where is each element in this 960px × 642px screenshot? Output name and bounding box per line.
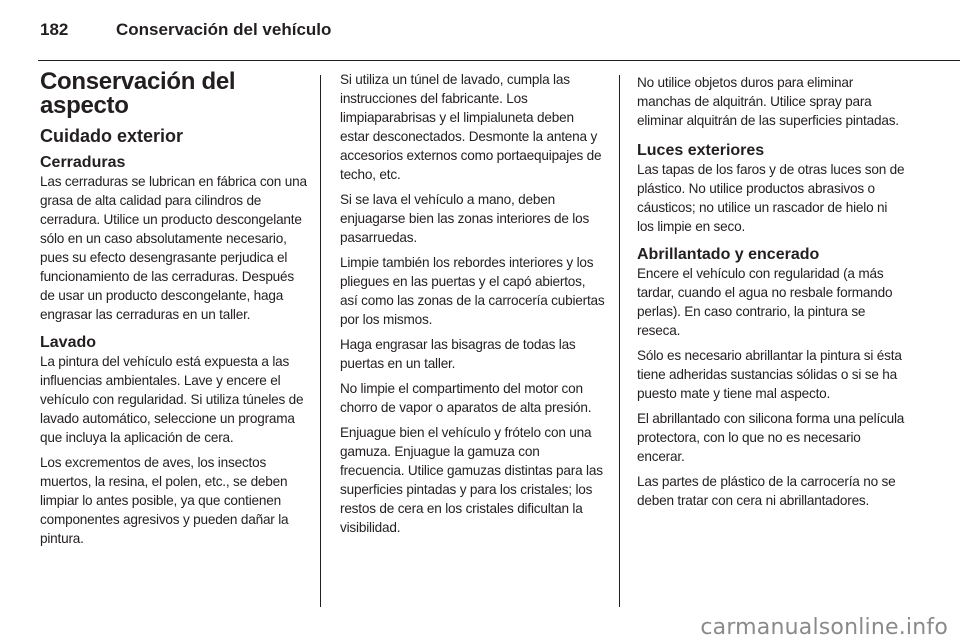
- column-divider-1: [320, 75, 321, 607]
- paragraph: No limpie el compartimento del motor con chorro de vapor o aparatos de alta presión.: [340, 381, 592, 415]
- paragraph: Los excrementos de aves, los insectos muertos, la resina, el polen, etc., se deben limpiar lo antes posible, ya que contienen componentes agresivos y pueden dañar la pintura.: [40, 455, 289, 546]
- paragraph: Si se lava el vehículo a mano, deben enjuagarse bien las zonas interiores de los pasarruedas.: [340, 192, 590, 245]
- subsection-title: Cuidado exterior: [40, 126, 184, 146]
- paragraph: Si utiliza un túnel de lavado, cumpla las instrucciones del fabricante. Los limpiaparabrisas y el limpialuneta deben estar desconectados. Desmonte la antena y accesorios externos como portaequipajes de techo, etc.: [340, 72, 602, 182]
- paragraph: Las cerraduras se lubrican en fábrica con una grasa de alta calidad para cilindros de cerradura. Utilice un producto descongelante sólo en un caso absolutamente necesario, pues su efecto desengrasante perjudica el funcionamiento de las cerraduras. Después de usar un producto descongelante, haga engrasar las cerraduras en un taller.: [40, 174, 307, 322]
- section-title: Conservación del aspecto: [40, 68, 236, 119]
- header-divider: [38, 60, 960, 61]
- heading-luces-exteriores: Luces exteriores: [637, 142, 765, 159]
- section-luces-exteriores: [637, 142, 905, 236]
- heading-cerraduras: Cerraduras: [40, 154, 126, 171]
- paragraph: Haga engrasar las bisagras de todas las puertas en un taller.: [340, 337, 576, 371]
- section-lavado: [40, 334, 308, 548]
- section-abrillantado: [637, 246, 905, 510]
- paragraph: Enjuague bien el vehículo y frótelo con una gamuza. Enjuague la gamuza con frecuencia. Utilice gamuzas distintas para las superficies pintadas y para los cristales; los restos de cera en los cristales dificultan la visibilidad.: [340, 425, 603, 535]
- heading-lavado: Lavado: [40, 334, 97, 351]
- paragraph: Sólo es necesario abrillantar la pintura si ésta tiene adheridas sustancias sólidas o si se ha puesto mate y tiene mal aspecto.: [637, 348, 902, 401]
- column-3: [637, 73, 905, 520]
- paragraph: Las tapas de los faros y de otras luces son de plástico. No utilice productos abrasivos o cáusticos; no utilice un rascador de hielo ni los limpie en seco.: [637, 162, 905, 234]
- watermark: carmanualsonline.info: [700, 615, 948, 640]
- paragraph: Las partes de plástico de la carrocería no se deben tratar con cera ni abrillantadores.: [637, 474, 896, 508]
- page-number: 182: [40, 20, 69, 39]
- column-2: [340, 70, 606, 543]
- column-divider-2: [619, 75, 620, 607]
- section-cerraduras: [40, 154, 308, 324]
- paragraph: El abrillantado con silicona forma una película protectora, con lo que no es necesario encerar.: [637, 411, 905, 464]
- page-header: [40, 20, 331, 42]
- paragraph: La pintura del vehículo está expuesta a las influencias ambientales. Lave y encere el vehículo con regularidad. Si utiliza túneles de lavado automático, seleccione un programa que incluya la aplicación de cera.: [40, 354, 304, 445]
- paragraph: No utilice objetos duros para eliminar manchas de alquitrán. Utilice spray para eliminar alquitrán de las superficies pintadas.: [637, 75, 899, 128]
- paragraph: Encere el vehículo con regularidad (a más tardar, cuando el agua no resbale formando perlas). En caso contrario, la pintura se reseca.: [637, 266, 893, 338]
- heading-abrillantado: Abrillantado y encerado: [637, 246, 820, 263]
- running-title: Conservación del vehículo: [116, 20, 332, 39]
- column-1: [40, 70, 308, 558]
- paragraph: Limpie también los rebordes interiores y los pliegues en las puertas y el capó abiertos, así como las zonas de la carrocería cubiertas por los mismos.: [340, 255, 605, 327]
